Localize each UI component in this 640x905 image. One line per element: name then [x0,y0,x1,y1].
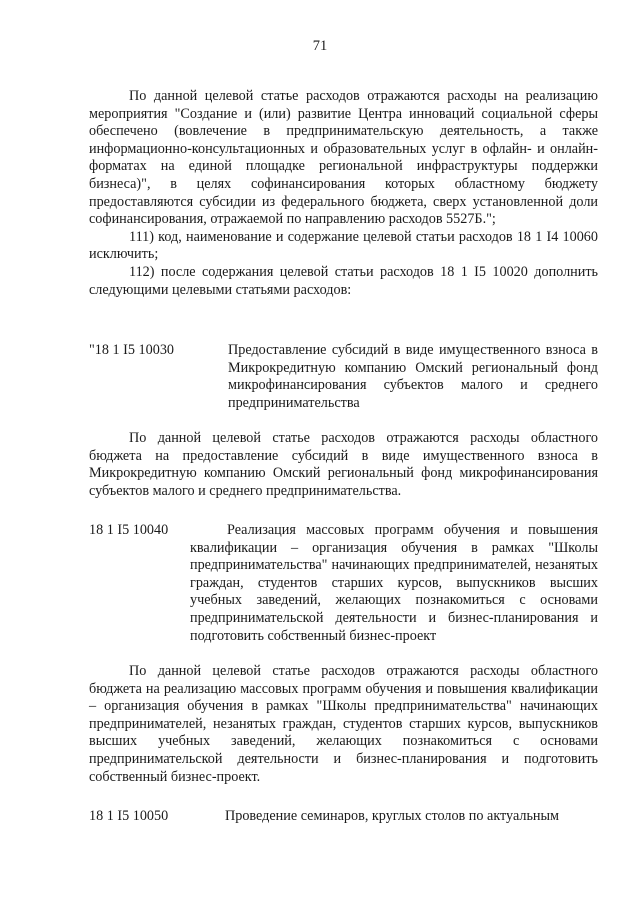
code-description: Проведение семинаров, круглых столов по актуальным [225,808,560,824]
code-label: 18 1 I5 10040 [89,522,169,538]
paragraph-block-2 [89,430,598,500]
code-label: 18 1 I5 10050 [89,808,169,824]
code-description: Реализация массовых программ обучения и повышения квалификации – организация обучения в рамках "Школы предпринимательства" начинающих предпринимателей, незанятых граждан, студентов старших курсов, выпускников высших учебных заведений, желающих познакомиться с основами предпринимательской деятельности и бизнес-планирования и подготовить собственный бизнес-проект [190,522,598,644]
paragraph-description-1: По данной целевой статье расходов отражаются расходы на реализацию мероприятия "Создание и (или) развитие Центра инноваций социальной сферы обеспечено (вовлечение в предпринимательскую деятельность, а также информационно-консультационных и образовательных услуг в офлайн- и онлайн-форматах на единой площадке региональной инфраструктуры поддержки бизнеса)", в целях софинансирования которых областному бюджету предоставляются субсидии из федерального бюджета, сверх установленной доли софинансирования, отражаемой по направлению расходов 5527Б."; [89,88,598,228]
paragraph-description-3: По данной целевой статье расходов отражаются расходы областного бюджета на реализацию массовых программ обучения и повышения квалификации – организация обучения в рамках "Школы предпринимательства" начинающих предпринимателей, незанятых граждан, студентов старших курсов, выпускников высших учебных заведений, желающих познакомиться с основами предпринимательской деятельности и бизнес-планирования и подготовить собственный бизнес-проект. [89,663,598,785]
page-number: 71 [312,38,328,54]
paragraph-block-3 [89,663,598,786]
list-item-112: 112) после содержания целевой статьи расходов 18 1 I5 10020 дополнить следующими целевыми статьями расходов: [89,263,598,298]
paragraph-block-1 [89,88,598,299]
code-description: Предоставление субсидий в виде имущественного взноса в Микрокредитную компанию Омский региональный фонд микрофинансирования субъектов малого и среднего предпринимательства [228,342,598,411]
code-label: "18 1 I5 10030 [89,342,175,358]
paragraph-description-2: По данной целевой статье расходов отражаются расходы областного бюджета на предоставление субсидий в виде имущественного взноса в Микрокредитную компанию Омский региональный фонд микрофинансирования субъектов малого и среднего предпринимательства. [89,430,598,499]
list-item-111: 111) код, наименование и содержание целевой статьи расходов 18 1 I4 10060 исключить; [89,228,598,263]
